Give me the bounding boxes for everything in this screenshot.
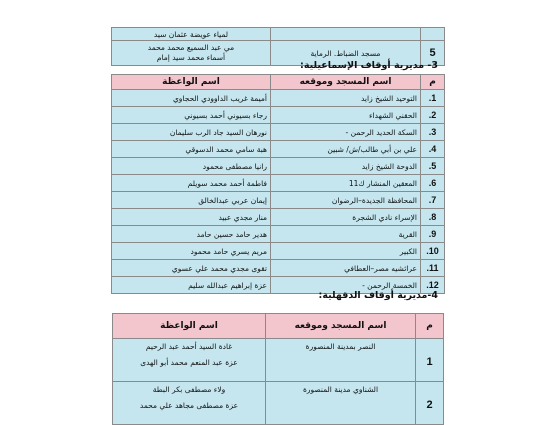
- mosque-cell: النصر بمدينة المنصورة: [266, 339, 416, 382]
- table-row: [112, 260, 445, 277]
- header-mosque: اسم المسجد وموقعه: [271, 75, 421, 90]
- row-number: 4.: [421, 141, 445, 158]
- section-title: 4-مديرية أوقاف الدقهلية:: [318, 290, 438, 301]
- mosque-cell: الإسراء نادي الشجرة: [271, 209, 421, 226]
- preacher-cell: عزة إبراهيم عبدالله سليم: [112, 277, 271, 294]
- row-number: 6.: [421, 175, 445, 192]
- row-number: 12.: [421, 277, 445, 294]
- table-row: [112, 124, 445, 141]
- preacher-cell: [112, 41, 271, 66]
- row-number: 10.: [421, 243, 445, 260]
- row-number: 5.: [421, 158, 445, 175]
- mosque-cell: مسجد الضباط. الرماية: [271, 41, 421, 66]
- row-number: 2: [416, 382, 444, 425]
- header-num: م: [416, 314, 444, 339]
- table-header-row: [113, 314, 444, 339]
- mosque-cell: الخمسة الرحمن -: [271, 277, 421, 294]
- header-preacher: اسم الواعظة: [112, 75, 271, 90]
- mosque-cell: المحافظة الجديدة–الرضوان: [271, 192, 421, 209]
- row-number: 1.: [421, 90, 445, 107]
- table-row: [112, 158, 445, 175]
- preacher-cell: فاطمة أحمد محمد سويلم: [112, 175, 271, 192]
- table-row: [112, 175, 445, 192]
- preacher-cell: رجاء بسيوني أحمد بسيوني: [112, 107, 271, 124]
- mosque-cell: عرائشيه مصر–العطافي: [271, 260, 421, 277]
- preacher-cell: مريم يسري حامد محمود: [112, 243, 271, 260]
- table-row: [112, 107, 445, 124]
- preacher-name: غادة السيد أحمد عبد الرحيم: [145, 342, 233, 351]
- table-row: [112, 192, 445, 209]
- header-preacher: اسم الواعظة: [113, 314, 266, 339]
- preacher-cell: منار مجدي عبيد: [112, 209, 271, 226]
- preacher-name: أسماء محمد سيد إمام: [156, 53, 226, 62]
- mosque-cell: المعقين المنشار ك11: [271, 175, 421, 192]
- row-number: [421, 28, 445, 41]
- row-number: 5: [421, 41, 445, 66]
- mosque-cell: التوحيد الشيخ زايد: [271, 90, 421, 107]
- preacher-name: عزة مصطفى مجاهد علي محمد: [139, 401, 239, 410]
- table-row: [112, 28, 445, 41]
- preacher-cell: رانيا مصطفى محمود: [112, 158, 271, 175]
- mosque-cell: [271, 28, 421, 41]
- mosque-cell: الدوحة الشيخ زايد: [271, 158, 421, 175]
- preacher-cell: هدير حامد حسين حامد: [112, 226, 271, 243]
- preacher-cell: لمياء عويضة عثمان سيد: [112, 28, 271, 41]
- preacher-cell: نورهان السيد جاد الرب سليمان: [112, 124, 271, 141]
- preacher-name: عزة عبد المنعم محمد أبو الهدى: [140, 358, 238, 367]
- dakahlia-table: [112, 313, 444, 425]
- preacher-name: ولاء مصطفى بكر البطة: [152, 385, 226, 394]
- preacher-cell: أميمة غريب الداوودي الحجاوي: [112, 90, 271, 107]
- ismailia-table: [111, 74, 445, 294]
- row-number: 9.: [421, 226, 445, 243]
- header-num: م: [421, 75, 445, 90]
- preacher-cell: [113, 382, 266, 425]
- mosque-cell: الكبير: [271, 243, 421, 260]
- table-row: [112, 90, 445, 107]
- preacher-cell: [113, 339, 266, 382]
- table-header-row: [112, 75, 445, 90]
- mosque-cell: القرية: [271, 226, 421, 243]
- row-number: 7.: [421, 192, 445, 209]
- row-number: 3.: [421, 124, 445, 141]
- section-title: 3- مديرية أوقاف الإسماعيلية:: [300, 60, 438, 71]
- row-number: 11.: [421, 260, 445, 277]
- mosque-cell: الشناوي مدينة المنصورة: [266, 382, 416, 425]
- table-row: [112, 243, 445, 260]
- mosque-cell: السكة الحديد الرحمن -: [271, 124, 421, 141]
- table-row: [113, 382, 444, 425]
- table-row: [112, 209, 445, 226]
- row-number: 2.: [421, 107, 445, 124]
- mosque-cell: الحقني الشهداء: [271, 107, 421, 124]
- row-number: 8.: [421, 209, 445, 226]
- row-number: 1: [416, 339, 444, 382]
- preacher-cell: إيمان عربي عبدالخالق: [112, 192, 271, 209]
- table-row: [112, 226, 445, 243]
- table-row: [112, 141, 445, 158]
- preacher-cell: تقوى مجدي محمد علي عسوي: [112, 260, 271, 277]
- header-mosque: اسم المسجد وموقعه: [266, 314, 416, 339]
- preacher-cell: هبة سامي محمد الدسوقي: [112, 141, 271, 158]
- mosque-cell: علي بن أبي طالب/ش/ شبين: [271, 141, 421, 158]
- preacher-name: مي عبد السميع محمد محمد: [147, 43, 235, 52]
- table-row: [113, 339, 444, 382]
